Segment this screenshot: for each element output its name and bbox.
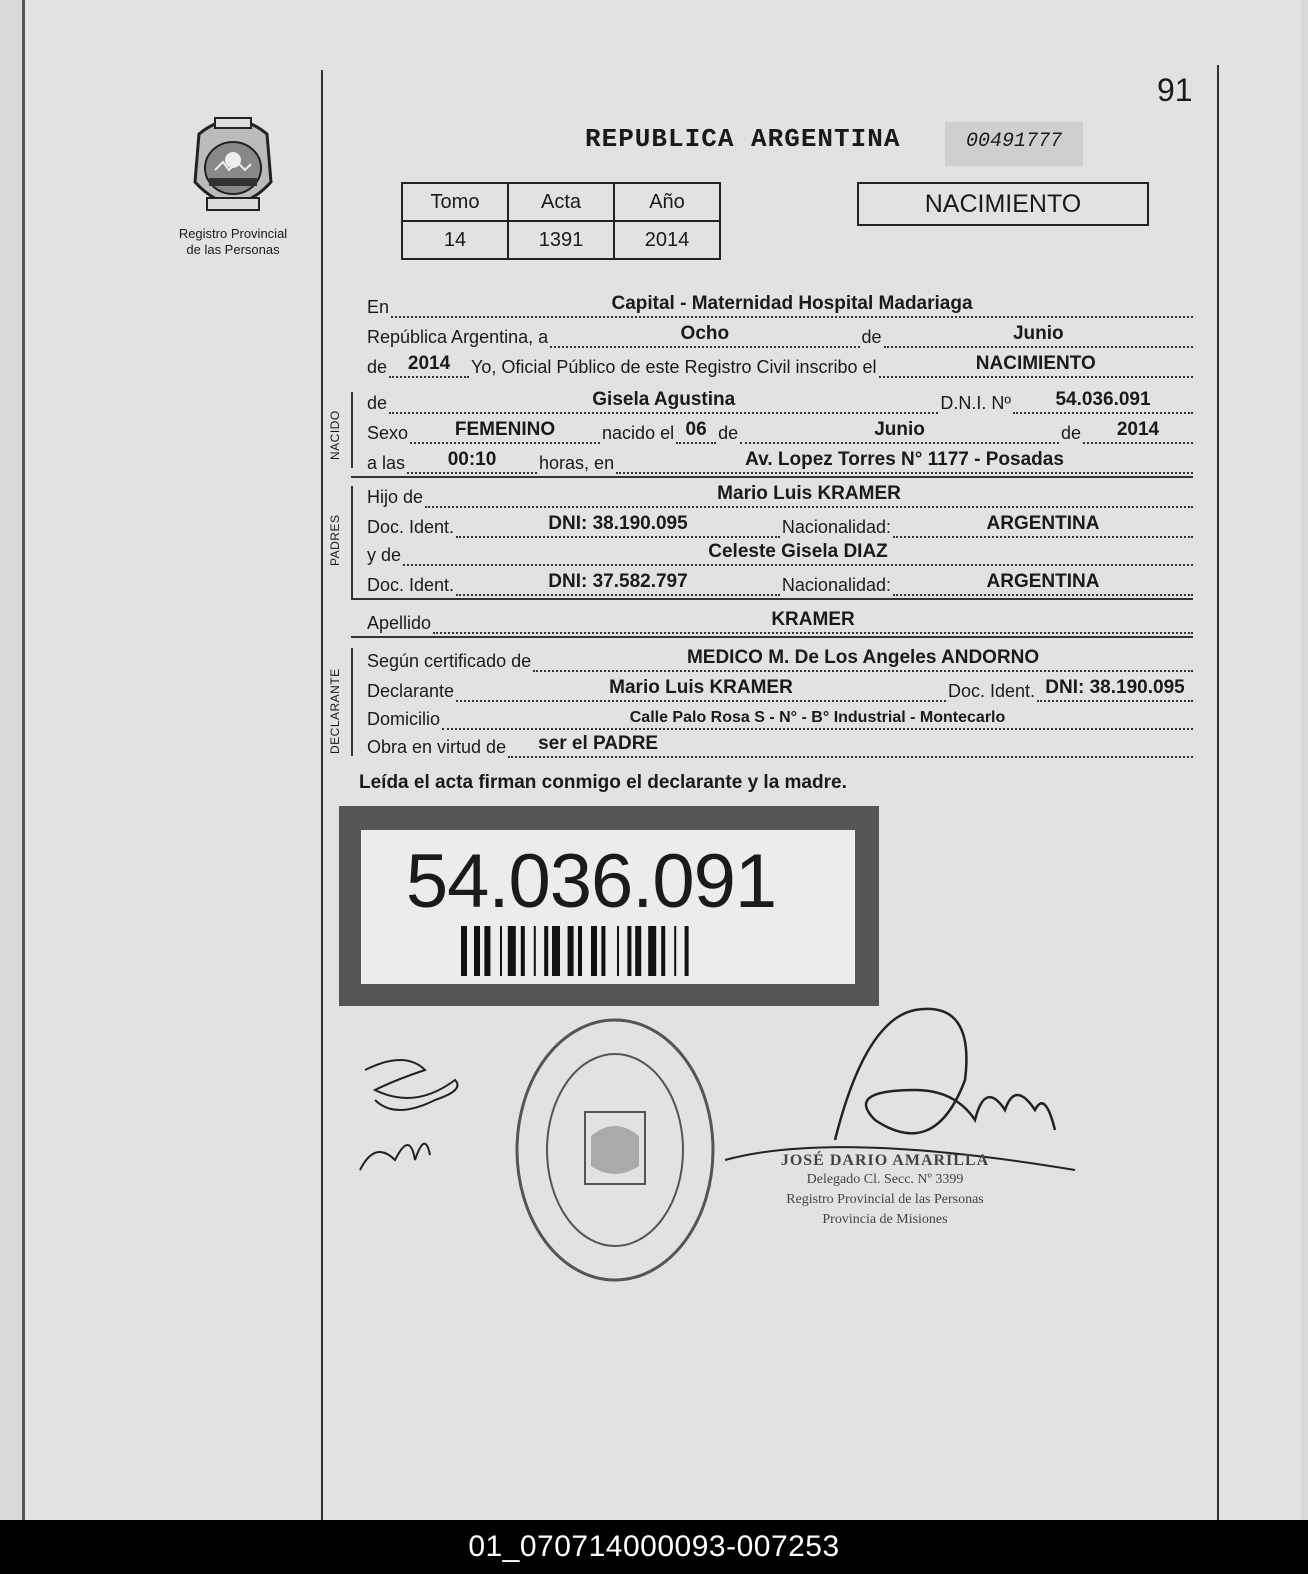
official-province: Provincia de Misiones [822, 1212, 948, 1227]
declarant-signature-icon [355, 1050, 475, 1190]
dni-card-number: 54.036.091 [405, 839, 777, 924]
line-republica [365, 320, 1193, 348]
line-nacido-name [365, 386, 1193, 414]
value-birth-place: Av. Lopez Torres N° 1177 - Posadas [616, 449, 1193, 474]
value-mother-nac: ARGENTINA [893, 571, 1193, 596]
value-mother-name: Celeste Gisela DIAZ [403, 541, 1193, 566]
declarante-section-bar [351, 648, 353, 756]
provincia-misiones-shield-icon [185, 112, 281, 220]
line-hijo-de [365, 480, 1193, 508]
value-year: 2014 [389, 353, 469, 378]
value-event: NACIMIENTO [879, 353, 1193, 378]
label-de-year: de [367, 357, 388, 377]
label-a-las: a las [367, 453, 406, 473]
value-declarante-doc: DNI: 38.190.095 [1037, 677, 1193, 702]
value-sexo: FEMENINO [410, 419, 600, 444]
value-certificado: MEDICO M. De Los Angeles ANDORNO [533, 647, 1193, 672]
value-birth-month: Junio [740, 419, 1059, 444]
value-child-name: Gisela Agustina [389, 389, 938, 414]
document-sheet [22, 0, 1301, 1520]
dni-label-card [339, 806, 879, 1006]
label-de: de [861, 327, 882, 347]
label-nacido-el: nacido el [602, 423, 675, 443]
line-declarante [365, 674, 1193, 702]
official-org: Registro Provincial de las Personas [786, 1192, 984, 1207]
left-margin-rule [321, 70, 323, 1520]
value-hora: 00:10 [407, 449, 537, 474]
nacido-section-bar [351, 392, 353, 468]
line-sexo [365, 416, 1193, 444]
label-dni: D.N.I. Nº [940, 393, 1011, 413]
value-domicilio: Calle Palo Rosa S - N° - B° Industrial - Montecarlo [442, 709, 1193, 730]
label-de-year2: de [1060, 423, 1081, 443]
value-declarante-name: Mario Luis KRAMER [456, 677, 946, 702]
label-mother-doc: Doc. Ident. [367, 575, 455, 595]
label-obra: Obra en virtud de [367, 737, 507, 757]
line-apellido [365, 606, 1193, 634]
label-de-month: de [718, 423, 739, 443]
label-mother-nac: Nacionalidad: [781, 575, 891, 595]
register-value-anio: 2014 [614, 221, 720, 259]
value-mother-doc: DNI: 37.582.797 [456, 571, 780, 596]
value-father-doc: DNI: 38.190.095 [456, 513, 780, 538]
dni-label-inner [361, 830, 855, 984]
padres-section-label: PADRES [328, 514, 342, 566]
divider-nacido [351, 476, 1193, 478]
right-margin-rule [1217, 65, 1219, 1520]
value-day-words: Ocho [550, 323, 859, 348]
value-child-dni: 54.036.091 [1013, 389, 1193, 414]
register-header-anio: Año [614, 183, 720, 221]
line-obra [365, 730, 1193, 758]
line-domicilio [365, 702, 1193, 730]
register-header-tomo: Tomo [402, 183, 508, 221]
label-hijo-de: Hijo de [367, 487, 424, 507]
line-en [365, 290, 1193, 318]
label-y-de: y de [367, 545, 402, 565]
value-obra: ser el PADRE [508, 733, 1193, 758]
barcode-icon [461, 926, 791, 976]
label-statement: Yo, Oficial Público de este Registro Civil inscribo el [471, 357, 877, 377]
label-nacido-de: de [367, 393, 388, 413]
serial-number: 00491777 [945, 122, 1083, 166]
line-father-doc [365, 510, 1193, 538]
label-father-doc: Doc. Ident. [367, 517, 455, 537]
value-father-name: Mario Luis KRAMER [425, 483, 1193, 508]
register-table [401, 182, 721, 260]
country-title: REPUBLICA ARGENTINA [585, 124, 901, 154]
label-sexo: Sexo [367, 423, 409, 443]
line-mother-doc [365, 568, 1193, 596]
record-type-box: NACIMIENTO [857, 182, 1149, 226]
label-declarante-doc: Doc. Ident. [947, 681, 1035, 701]
value-father-nac: ARGENTINA [893, 513, 1193, 538]
value-birth-year: 2014 [1083, 419, 1193, 444]
label-en: En [367, 297, 390, 317]
label-father-nac: Nacionalidad: [781, 517, 891, 537]
official-stamp-icon [515, 1016, 735, 1286]
padres-section-bar [351, 486, 353, 598]
line-certificado [365, 644, 1193, 672]
value-place: Capital - Maternidad Hospital Madariaga [391, 293, 1193, 318]
page-number: 91 [1157, 72, 1193, 108]
logo-caption-line2: de las Personas [186, 242, 280, 257]
value-month: Junio [884, 323, 1193, 348]
divider-padres [351, 598, 1193, 600]
official-role: Delegado Cl. Secc. Nº 3399 [806, 1172, 964, 1187]
nacido-section-label: NACIDO [328, 410, 342, 460]
line-year [365, 350, 1193, 378]
logo-caption-line1: Registro Provincial [178, 226, 288, 241]
label-horas-en: horas, en [539, 453, 615, 473]
register-value-acta: 1391 [508, 221, 614, 259]
label-apellido: Apellido [367, 613, 432, 633]
label-declarante: Declarante [367, 681, 455, 701]
register-value-row [402, 221, 720, 259]
line-y-de [365, 538, 1193, 566]
value-birth-day: 06 [676, 419, 716, 444]
declarante-section-label: DECLARANTE [328, 668, 342, 754]
file-id-strip: 01_070714000093-007253 [0, 1520, 1308, 1574]
label-certificado: Según certificado de [367, 651, 532, 671]
register-value-tomo: 14 [402, 221, 508, 259]
register-header-acta: Acta [508, 183, 614, 221]
registry-logo [173, 112, 293, 258]
label-republica: República Argentina, a [367, 327, 549, 347]
official-name: JOSÉ DARIO AMARILLA [780, 1152, 990, 1169]
official-stamp-text [725, 1152, 1045, 1230]
value-apellido: KRAMER [433, 609, 1193, 634]
line-hora [365, 446, 1193, 474]
divider-apellido [351, 636, 1193, 638]
closing-statement: Leída el acta firman conmigo el declarante y la madre. [359, 772, 847, 793]
label-domicilio: Domicilio [367, 709, 441, 729]
register-header-row [402, 183, 720, 221]
